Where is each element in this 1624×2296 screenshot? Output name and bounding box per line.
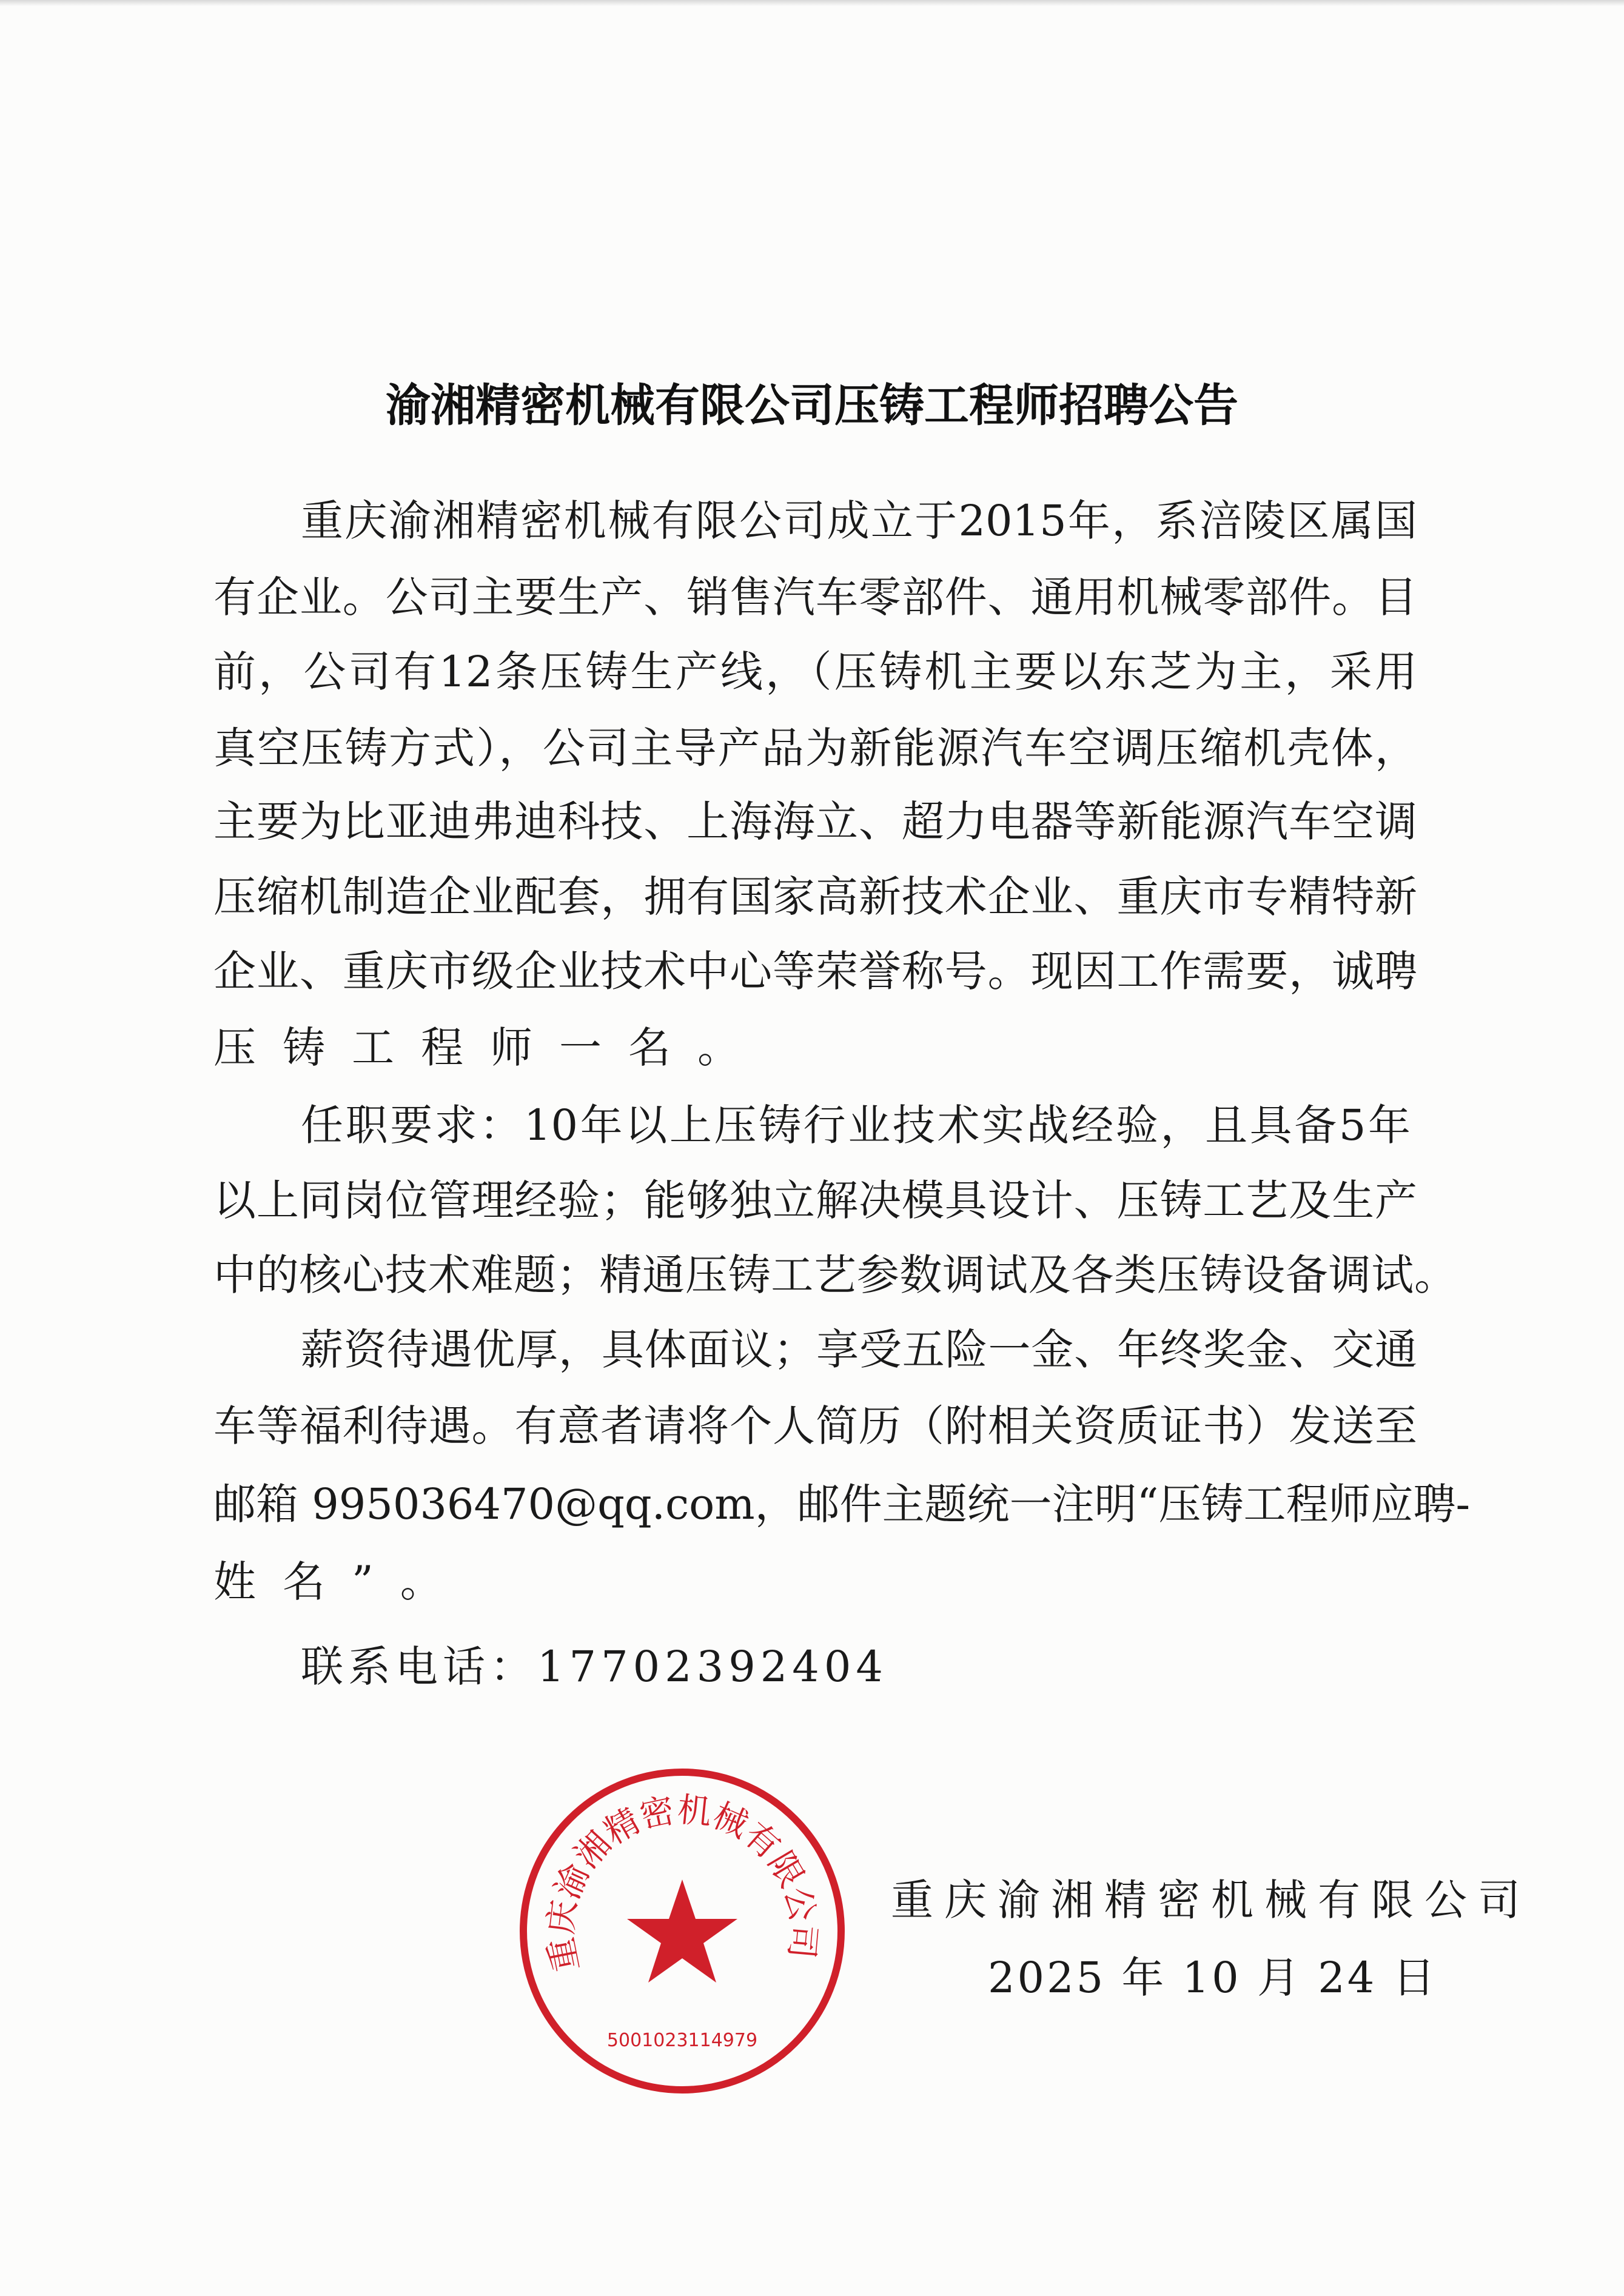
body-line: 企业、重庆市级企业技术中心等荣誉称号。现因工作需要，诚聘: [213, 946, 1417, 996]
body-line: 姓名”。: [213, 1557, 469, 1607]
body-line: 压铸工程师一名。: [213, 1023, 767, 1073]
company-seal: [509, 1758, 855, 2104]
seal-star-icon: [627, 1879, 737, 1983]
contact-phone: 联系电话：17702392404: [301, 1642, 888, 1692]
body-line: 任职要求：10年以上压铸行业技术实战经验，且具备5年: [301, 1100, 1411, 1150]
email-line: 邮箱 995036470@qq.com，邮件主题统一注明“压铸工程师应聘-: [213, 1479, 1471, 1529]
signature-company: 重庆渝湘精密机械有限公司: [891, 1875, 1531, 1925]
body-line: 以上同岗位管理经验；能够独立解决模具设计、压铸工艺及生产: [213, 1176, 1417, 1225]
body-line: 主要为比亚迪弗迪科技、上海海立、超力电器等新能源汽车空调: [213, 797, 1417, 846]
page-title: 渝湘精密机械有限公司压铸工程师招聘公告: [386, 380, 1238, 432]
body-line: 压缩机制造企业配套，拥有国家高新技术企业、重庆市专精特新: [213, 872, 1417, 922]
scan-edge: [0, 0, 1624, 6]
body-line: 真空压铸方式），公司主导产品为新能源汽车空调压缩机壳体，: [213, 723, 1417, 773]
signature-date: 2025 年 10 月 24 日: [988, 1953, 1438, 2003]
seal-code: 5001023114979: [606, 2030, 758, 2051]
body-line: 中的核心技术难题；精通压铸工艺参数调试及各类压铸设备调试。: [213, 1250, 1457, 1300]
body-line: 车等福利待遇。有意者请将个人简历（附相关资质证书）发送至: [213, 1401, 1417, 1451]
body-line: 重庆渝湘精密机械有限公司成立于2015年，系涪陵区属国: [301, 496, 1417, 546]
seal-text: 重庆渝湘精密机械有限公司: [541, 1790, 824, 1975]
body-line: 有企业。公司主要生产、销售汽车零部件、通用机械零部件。目: [213, 572, 1417, 622]
body-line: 薪资待遇优厚，具体面议；享受五险一金、年终奖金、交通: [301, 1325, 1417, 1374]
body-line: 前，公司有12条压铸生产线，（压铸机主要以东芝为主，采用: [213, 647, 1417, 697]
